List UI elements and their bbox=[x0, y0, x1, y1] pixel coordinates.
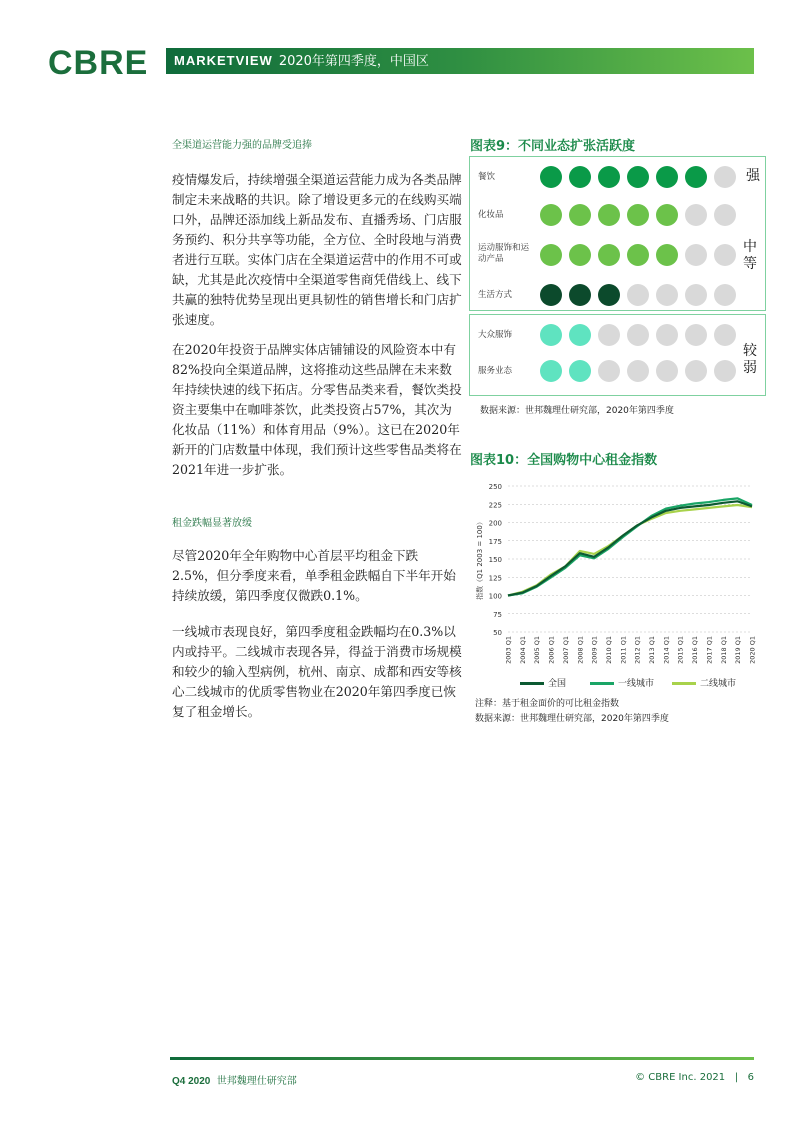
activity-dot-empty bbox=[685, 284, 707, 306]
activity-dot-filled bbox=[540, 204, 562, 226]
x-tick-label: 2020 Q1 bbox=[748, 636, 757, 664]
x-tick-label: 2013 Q1 bbox=[648, 636, 657, 664]
activity-dot-filled bbox=[656, 166, 678, 188]
panel-strong-medium bbox=[469, 156, 766, 311]
y-tick-label: 150 bbox=[488, 556, 502, 564]
x-tick-label: 2011 Q1 bbox=[619, 636, 628, 664]
activity-dot-empty bbox=[627, 324, 649, 346]
x-tick-label: 2003 Q1 bbox=[504, 636, 513, 664]
activity-dot-empty bbox=[714, 284, 736, 306]
footer-period: Q4 2020 bbox=[172, 1076, 211, 1087]
activity-dot-filled bbox=[598, 284, 620, 306]
activity-dot-empty bbox=[714, 166, 736, 188]
x-tick-label: 2018 Q1 bbox=[719, 636, 728, 664]
x-tick-label: 2008 Q1 bbox=[576, 636, 585, 664]
y-axis-label: 指数（Q1 2003 = 100） bbox=[476, 518, 484, 600]
activity-dot-filled bbox=[627, 204, 649, 226]
row-label: 服务业态 bbox=[478, 366, 513, 376]
paragraph-omnichannel: 疫情爆发后，持续增强全渠道运营能力成为各类品牌制定未来战略的共识。除了增设更多元的在线购买端口外，品牌还添加线上新品发布、直播秀场、门店服务预约、积分共享等功能，全方位、全时段地与消费者进行互联。实体门店在全渠道运营中的作用不可或缺，尤其是此次疫情中全渠道零售商凭借线上、线下共赢的独特优势呈现出更具韧性的销售增长和门店扩张速度。 bbox=[172, 172, 462, 327]
paragraph-city-performance: 一线城市表现良好，第四季度租金跌幅均在0.3%以内或持平。二线城市表现各异，得益于消费市场规模和较少的输入型病例，杭州、南京、成都和西安等核心二线城市的优质零售物业在2020年第四季度已恢复了租金增长。 bbox=[172, 624, 462, 719]
row-label: 大众服饰 bbox=[478, 330, 513, 340]
activity-dot-filled bbox=[569, 244, 591, 266]
activity-dot-filled bbox=[569, 166, 591, 188]
y-tick-label: 100 bbox=[488, 592, 502, 601]
y-tick-label: 250 bbox=[488, 483, 502, 491]
activity-dot-filled bbox=[569, 324, 591, 346]
activity-dot-empty bbox=[685, 244, 707, 266]
activity-dot-empty bbox=[714, 204, 736, 226]
marketview-banner bbox=[166, 48, 754, 74]
x-tick-label: 2016 Q1 bbox=[691, 636, 700, 664]
row-lifestyle bbox=[470, 279, 765, 311]
figure10-source: 数据来源：世邦魏理仕研究部，2020年第四季度 bbox=[475, 714, 669, 724]
activity-dot-filled bbox=[598, 166, 620, 188]
y-tick-label: 125 bbox=[488, 574, 502, 583]
y-tick-label: 200 bbox=[488, 519, 502, 528]
activity-dot-filled bbox=[656, 244, 678, 266]
activity-dot-filled bbox=[598, 204, 620, 226]
x-tick-label: 2007 Q1 bbox=[561, 636, 570, 664]
activity-dot-empty bbox=[627, 284, 649, 306]
activity-dot-empty bbox=[656, 360, 678, 382]
activity-dot-empty bbox=[714, 360, 736, 382]
section-heading-rent: 租金跌幅显著放缓 bbox=[172, 518, 252, 529]
activity-dot-empty bbox=[598, 360, 620, 382]
activity-dot-empty bbox=[656, 284, 678, 306]
activity-dot-filled bbox=[540, 244, 562, 266]
activity-dot-filled bbox=[569, 284, 591, 306]
activity-dot-empty bbox=[685, 204, 707, 226]
legend-label: 一线城市 bbox=[618, 679, 655, 689]
y-tick-label: 50 bbox=[493, 629, 502, 637]
activity-dot-filled bbox=[540, 284, 562, 306]
cbre-logo: CBRE bbox=[48, 44, 149, 82]
activity-dot-empty bbox=[714, 244, 736, 266]
x-tick-label: 2015 Q1 bbox=[676, 636, 685, 664]
x-tick-label: 2012 Q1 bbox=[633, 636, 642, 664]
activity-dot-filled bbox=[685, 166, 707, 188]
activity-dot-filled bbox=[656, 204, 678, 226]
row-label: 餐饮 bbox=[478, 172, 496, 182]
x-tick-label: 2005 Q1 bbox=[533, 636, 542, 664]
row-sportswear bbox=[470, 239, 765, 271]
activity-dot-filled bbox=[569, 360, 591, 382]
report-title: 2020年第四季度，中国区 bbox=[278, 54, 429, 69]
activity-dot-empty bbox=[714, 324, 736, 346]
tier-weak: 较弱 bbox=[743, 343, 757, 376]
activity-dot-filled bbox=[540, 166, 562, 188]
activity-dot-filled bbox=[598, 244, 620, 266]
row-label: 运动服饰和运动产品 bbox=[478, 243, 530, 264]
x-tick-label: 2019 Q1 bbox=[734, 636, 743, 664]
legend-item-national bbox=[520, 676, 566, 689]
row-catering bbox=[470, 161, 765, 193]
x-tick-label: 2010 Q1 bbox=[604, 636, 613, 664]
activity-dot-filled bbox=[540, 324, 562, 346]
activity-dot-empty bbox=[685, 360, 707, 382]
x-tick-label: 2004 Q1 bbox=[518, 636, 527, 664]
activity-dot-filled bbox=[627, 244, 649, 266]
x-tick-label: 2014 Q1 bbox=[662, 636, 671, 664]
x-tick-label: 2006 Q1 bbox=[547, 636, 556, 664]
figure10-note: 注释：基于租金面价的可比租金指数 bbox=[475, 699, 620, 709]
activity-dot-empty bbox=[627, 360, 649, 382]
activity-dot-filled bbox=[540, 360, 562, 382]
tier-strong: 强 bbox=[746, 168, 760, 184]
row-label: 生活方式 bbox=[478, 290, 513, 300]
panel-weak bbox=[469, 314, 766, 396]
y-tick-label: 75 bbox=[493, 610, 502, 619]
x-tick-label: 2017 Q1 bbox=[705, 636, 714, 664]
y-tick-label: 225 bbox=[488, 501, 502, 510]
legend-item-tier1 bbox=[590, 676, 654, 689]
activity-dot-empty bbox=[656, 324, 678, 346]
row-services bbox=[470, 355, 765, 387]
footer-divider bbox=[170, 1057, 754, 1060]
activity-dot-filled bbox=[627, 166, 649, 188]
rent-index-chart bbox=[470, 478, 760, 670]
figure9-source: 数据来源：世邦魏理仕研究部，2020年第四季度 bbox=[480, 406, 674, 416]
row-label: 化妆品 bbox=[478, 210, 504, 220]
footer-left bbox=[172, 1072, 297, 1087]
x-tick-label: 2009 Q1 bbox=[590, 636, 599, 664]
legend-item-tier2 bbox=[672, 676, 736, 689]
footer-org: 世邦魏理仕研究部 bbox=[216, 1076, 297, 1087]
tier-medium: 中等 bbox=[743, 239, 757, 272]
legend-label: 全国 bbox=[548, 679, 567, 689]
footer-separator: | bbox=[734, 1072, 739, 1083]
series-line-0 bbox=[508, 501, 752, 595]
footer-copyright: © CBRE Inc. 2021 bbox=[635, 1072, 726, 1083]
activity-dot-filled bbox=[569, 204, 591, 226]
activity-dot-empty bbox=[598, 324, 620, 346]
figure10-title: 图表10：全国购物中心租金指数 bbox=[470, 453, 658, 468]
legend-label: 二线城市 bbox=[700, 679, 737, 689]
paragraph-rent-decline: 尽管2020年全年购物中心首层平均租金下跌2.5%，但分季度来看，单季租金跌幅自下半年开始持续放缓，第四季度仅微跌0.1%。 bbox=[172, 548, 456, 603]
row-mass-apparel bbox=[470, 319, 765, 351]
brand-label: MARKETVIEW bbox=[174, 53, 273, 68]
section-heading-omnichannel: 全渠道运营能力强的品牌受追捧 bbox=[172, 140, 312, 151]
paragraph-investment: 在2020年投资于品牌实体店铺铺设的风险资本中有82%投向全渠道品牌，这将推动这些品牌在未来数年持续快速的线下拓店。分零售品类来看，餐饮类投资主要集中在咖啡茶饮，此类投资占57%，其次为化妆品（11%）和体育用品（9%）。这已在2020年新开的门店数量中体现，我们预计这些零售品类将在2021年进一步扩张。 bbox=[172, 342, 462, 477]
page-number: 6 bbox=[747, 1072, 754, 1083]
footer-right bbox=[635, 1072, 754, 1083]
y-tick-label: 175 bbox=[488, 537, 502, 546]
row-cosmetics bbox=[470, 199, 765, 231]
figure9-title: 图表9：不同业态扩张活跃度 bbox=[470, 139, 636, 154]
activity-dot-empty bbox=[685, 324, 707, 346]
